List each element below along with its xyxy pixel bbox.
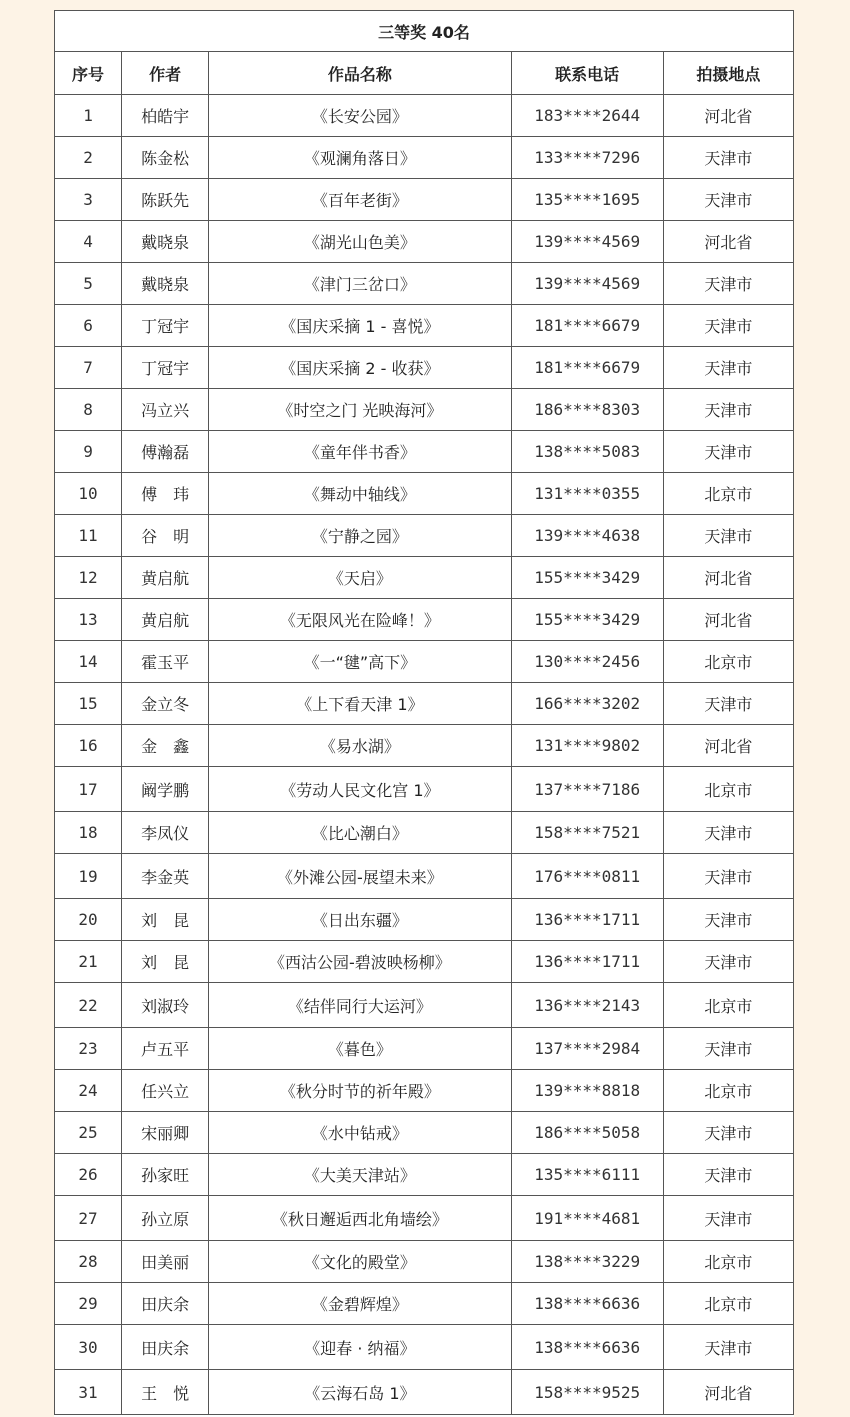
shooting-location: 天津市 bbox=[663, 1196, 793, 1241]
row-number: 26 bbox=[55, 1154, 122, 1196]
author-name: 柏皓宇 bbox=[122, 95, 209, 137]
author-name: 霍玉平 bbox=[122, 641, 209, 683]
contact-phone: 131****9802 bbox=[511, 725, 663, 767]
shooting-location: 天津市 bbox=[663, 515, 793, 557]
shooting-location: 河北省 bbox=[663, 725, 793, 767]
shooting-location: 北京市 bbox=[663, 473, 793, 515]
shooting-location: 天津市 bbox=[663, 1028, 793, 1070]
contact-phone: 176****0811 bbox=[511, 854, 663, 899]
table-row bbox=[55, 767, 794, 812]
shooting-location: 河北省 bbox=[663, 1370, 793, 1415]
row-number: 30 bbox=[55, 1325, 122, 1370]
author-name: 冯立兴 bbox=[122, 389, 209, 431]
table-row bbox=[55, 137, 794, 179]
table-body bbox=[55, 95, 794, 1415]
table-row bbox=[55, 899, 794, 941]
author-name: 李凤仪 bbox=[122, 812, 209, 854]
work-title: 《金碧辉煌》 bbox=[209, 1283, 511, 1325]
row-number: 24 bbox=[55, 1070, 122, 1112]
contact-phone: 136****1711 bbox=[511, 941, 663, 983]
contact-phone: 137****7186 bbox=[511, 767, 663, 812]
shooting-location: 北京市 bbox=[663, 1241, 793, 1283]
work-title: 《劳动人民文化宫 1》 bbox=[209, 767, 511, 812]
author-name: 丁冠宇 bbox=[122, 347, 209, 389]
row-number: 4 bbox=[55, 221, 122, 263]
table-row bbox=[55, 683, 794, 725]
table-row bbox=[55, 941, 794, 983]
table-row bbox=[55, 95, 794, 137]
table-row bbox=[55, 431, 794, 473]
table-row bbox=[55, 1370, 794, 1415]
table-row bbox=[55, 1325, 794, 1370]
table-row bbox=[55, 1196, 794, 1241]
table-row bbox=[55, 515, 794, 557]
table-row bbox=[55, 221, 794, 263]
table-row bbox=[55, 305, 794, 347]
row-number: 7 bbox=[55, 347, 122, 389]
shooting-location: 北京市 bbox=[663, 1283, 793, 1325]
shooting-location: 天津市 bbox=[663, 1112, 793, 1154]
contact-phone: 135****1695 bbox=[511, 179, 663, 221]
work-title: 《百年老街》 bbox=[209, 179, 511, 221]
author-name: 卢五平 bbox=[122, 1028, 209, 1070]
work-title: 《暮色》 bbox=[209, 1028, 511, 1070]
contact-phone: 181****6679 bbox=[511, 305, 663, 347]
work-title: 《秋分时节的祈年殿》 bbox=[209, 1070, 511, 1112]
shooting-location: 河北省 bbox=[663, 557, 793, 599]
work-title: 《云海石岛 1》 bbox=[209, 1370, 511, 1415]
contact-phone: 158****7521 bbox=[511, 812, 663, 854]
table-row bbox=[55, 725, 794, 767]
shooting-location: 天津市 bbox=[663, 263, 793, 305]
contact-phone: 136****2143 bbox=[511, 983, 663, 1028]
work-title: 《日出东疆》 bbox=[209, 899, 511, 941]
contact-phone: 131****0355 bbox=[511, 473, 663, 515]
author-name: 丁冠宇 bbox=[122, 305, 209, 347]
shooting-location: 天津市 bbox=[663, 347, 793, 389]
contact-phone: 138****3229 bbox=[511, 1241, 663, 1283]
shooting-location: 北京市 bbox=[663, 767, 793, 812]
shooting-location: 天津市 bbox=[663, 854, 793, 899]
work-title: 《结伴同行大运河》 bbox=[209, 983, 511, 1028]
shooting-location: 北京市 bbox=[663, 983, 793, 1028]
work-title: 《国庆采摘 2 - 收获》 bbox=[209, 347, 511, 389]
work-title: 《外滩公园-展望未来》 bbox=[209, 854, 511, 899]
table-row bbox=[55, 473, 794, 515]
table-row bbox=[55, 1070, 794, 1112]
author-name: 任兴立 bbox=[122, 1070, 209, 1112]
shooting-location: 天津市 bbox=[663, 899, 793, 941]
work-title: 《一“毽”高下》 bbox=[209, 641, 511, 683]
work-title: 《时空之门 光映海河》 bbox=[209, 389, 511, 431]
author-name: 李金英 bbox=[122, 854, 209, 899]
work-title: 《文化的殿堂》 bbox=[209, 1241, 511, 1283]
author-name: 田庆余 bbox=[122, 1325, 209, 1370]
contact-phone: 135****6111 bbox=[511, 1154, 663, 1196]
table-row bbox=[55, 1112, 794, 1154]
work-title: 《西沽公园-碧波映杨柳》 bbox=[209, 941, 511, 983]
row-number: 10 bbox=[55, 473, 122, 515]
row-number: 11 bbox=[55, 515, 122, 557]
shooting-location: 河北省 bbox=[663, 599, 793, 641]
contact-phone: 166****3202 bbox=[511, 683, 663, 725]
author-name: 黄启航 bbox=[122, 557, 209, 599]
table-row bbox=[55, 641, 794, 683]
row-number: 8 bbox=[55, 389, 122, 431]
author-name: 刘 昆 bbox=[122, 899, 209, 941]
shooting-location: 天津市 bbox=[663, 179, 793, 221]
row-number: 25 bbox=[55, 1112, 122, 1154]
work-title: 《湖光山色美》 bbox=[209, 221, 511, 263]
contact-phone: 155****3429 bbox=[511, 557, 663, 599]
row-number: 12 bbox=[55, 557, 122, 599]
author-name: 谷 明 bbox=[122, 515, 209, 557]
row-number: 14 bbox=[55, 641, 122, 683]
table-row bbox=[55, 599, 794, 641]
header-place: 拍摄地点 bbox=[663, 52, 793, 95]
author-name: 陈金松 bbox=[122, 137, 209, 179]
author-name: 阚学鹏 bbox=[122, 767, 209, 812]
row-number: 21 bbox=[55, 941, 122, 983]
row-number: 27 bbox=[55, 1196, 122, 1241]
work-title: 《观澜角落日》 bbox=[209, 137, 511, 179]
work-title: 《长安公园》 bbox=[209, 95, 511, 137]
row-number: 15 bbox=[55, 683, 122, 725]
author-name: 田庆余 bbox=[122, 1283, 209, 1325]
row-number: 16 bbox=[55, 725, 122, 767]
author-name: 刘淑玲 bbox=[122, 983, 209, 1028]
work-title: 《大美天津站》 bbox=[209, 1154, 511, 1196]
row-number: 19 bbox=[55, 854, 122, 899]
work-title: 《比心潮白》 bbox=[209, 812, 511, 854]
author-name: 傅瀚磊 bbox=[122, 431, 209, 473]
row-number: 18 bbox=[55, 812, 122, 854]
contact-phone: 139****4638 bbox=[511, 515, 663, 557]
table-row bbox=[55, 347, 794, 389]
shooting-location: 北京市 bbox=[663, 641, 793, 683]
row-number: 6 bbox=[55, 305, 122, 347]
work-title: 《宁静之园》 bbox=[209, 515, 511, 557]
author-name: 刘 昆 bbox=[122, 941, 209, 983]
shooting-location: 天津市 bbox=[663, 137, 793, 179]
shooting-location: 河北省 bbox=[663, 95, 793, 137]
shooting-location: 天津市 bbox=[663, 683, 793, 725]
row-number: 9 bbox=[55, 431, 122, 473]
work-title: 《国庆采摘 1 - 喜悦》 bbox=[209, 305, 511, 347]
table-header-row bbox=[55, 52, 794, 95]
author-name: 金 鑫 bbox=[122, 725, 209, 767]
table-title: 三等奖 40名 bbox=[55, 11, 794, 52]
header-no: 序号 bbox=[55, 52, 122, 95]
work-title: 《水中钻戒》 bbox=[209, 1112, 511, 1154]
work-title: 《童年伴书香》 bbox=[209, 431, 511, 473]
contact-phone: 133****7296 bbox=[511, 137, 663, 179]
contact-phone: 137****2984 bbox=[511, 1028, 663, 1070]
table-row bbox=[55, 1241, 794, 1283]
contact-phone: 183****2644 bbox=[511, 95, 663, 137]
contact-phone: 139****4569 bbox=[511, 263, 663, 305]
contact-phone: 158****9525 bbox=[511, 1370, 663, 1415]
author-name: 宋丽卿 bbox=[122, 1112, 209, 1154]
row-number: 13 bbox=[55, 599, 122, 641]
contact-phone: 138****6636 bbox=[511, 1325, 663, 1370]
author-name: 孙立原 bbox=[122, 1196, 209, 1241]
table-row bbox=[55, 389, 794, 431]
row-number: 23 bbox=[55, 1028, 122, 1070]
table-row bbox=[55, 854, 794, 899]
table-row bbox=[55, 557, 794, 599]
shooting-location: 天津市 bbox=[663, 1154, 793, 1196]
shooting-location: 天津市 bbox=[663, 812, 793, 854]
table-row bbox=[55, 179, 794, 221]
author-name: 金立冬 bbox=[122, 683, 209, 725]
contact-phone: 138****6636 bbox=[511, 1283, 663, 1325]
contact-phone: 186****5058 bbox=[511, 1112, 663, 1154]
header-title: 作品名称 bbox=[209, 52, 511, 95]
shooting-location: 天津市 bbox=[663, 1325, 793, 1370]
table-row bbox=[55, 263, 794, 305]
table-row bbox=[55, 983, 794, 1028]
contact-phone: 181****6679 bbox=[511, 347, 663, 389]
row-number: 22 bbox=[55, 983, 122, 1028]
shooting-location: 天津市 bbox=[663, 431, 793, 473]
author-name: 戴晓泉 bbox=[122, 221, 209, 263]
table-row bbox=[55, 1283, 794, 1325]
work-title: 《迎春 · 纳福》 bbox=[209, 1325, 511, 1370]
row-number: 17 bbox=[55, 767, 122, 812]
contact-phone: 155****3429 bbox=[511, 599, 663, 641]
shooting-location: 天津市 bbox=[663, 305, 793, 347]
work-title: 《无限风光在险峰！》 bbox=[209, 599, 511, 641]
author-name: 黄启航 bbox=[122, 599, 209, 641]
table-row bbox=[55, 1028, 794, 1070]
work-title: 《易水湖》 bbox=[209, 725, 511, 767]
shooting-location: 天津市 bbox=[663, 941, 793, 983]
work-title: 《秋日邂逅西北角墙绘》 bbox=[209, 1196, 511, 1241]
third-prize-table bbox=[54, 10, 794, 1415]
work-title: 《舞动中轴线》 bbox=[209, 473, 511, 515]
shooting-location: 天津市 bbox=[663, 389, 793, 431]
contact-phone: 186****8303 bbox=[511, 389, 663, 431]
contact-phone: 191****4681 bbox=[511, 1196, 663, 1241]
row-number: 20 bbox=[55, 899, 122, 941]
work-title: 《津门三岔口》 bbox=[209, 263, 511, 305]
shooting-location: 河北省 bbox=[663, 221, 793, 263]
contact-phone: 139****4569 bbox=[511, 221, 663, 263]
row-number: 29 bbox=[55, 1283, 122, 1325]
shooting-location: 北京市 bbox=[663, 1070, 793, 1112]
award-list-sheet bbox=[54, 10, 794, 1417]
contact-phone: 136****1711 bbox=[511, 899, 663, 941]
row-number: 1 bbox=[55, 95, 122, 137]
row-number: 28 bbox=[55, 1241, 122, 1283]
author-name: 戴晓泉 bbox=[122, 263, 209, 305]
header-phone: 联系电话 bbox=[511, 52, 663, 95]
header-author: 作者 bbox=[122, 52, 209, 95]
contact-phone: 138****5083 bbox=[511, 431, 663, 473]
row-number: 31 bbox=[55, 1370, 122, 1415]
row-number: 3 bbox=[55, 179, 122, 221]
table-row bbox=[55, 812, 794, 854]
work-title: 《天启》 bbox=[209, 557, 511, 599]
table-row bbox=[55, 1154, 794, 1196]
author-name: 王 悦 bbox=[122, 1370, 209, 1415]
row-number: 5 bbox=[55, 263, 122, 305]
author-name: 陈跃先 bbox=[122, 179, 209, 221]
author-name: 田美丽 bbox=[122, 1241, 209, 1283]
author-name: 傅 玮 bbox=[122, 473, 209, 515]
contact-phone: 139****8818 bbox=[511, 1070, 663, 1112]
contact-phone: 130****2456 bbox=[511, 641, 663, 683]
author-name: 孙家旺 bbox=[122, 1154, 209, 1196]
table-title-row bbox=[55, 11, 794, 52]
row-number: 2 bbox=[55, 137, 122, 179]
work-title: 《上下看天津 1》 bbox=[209, 683, 511, 725]
